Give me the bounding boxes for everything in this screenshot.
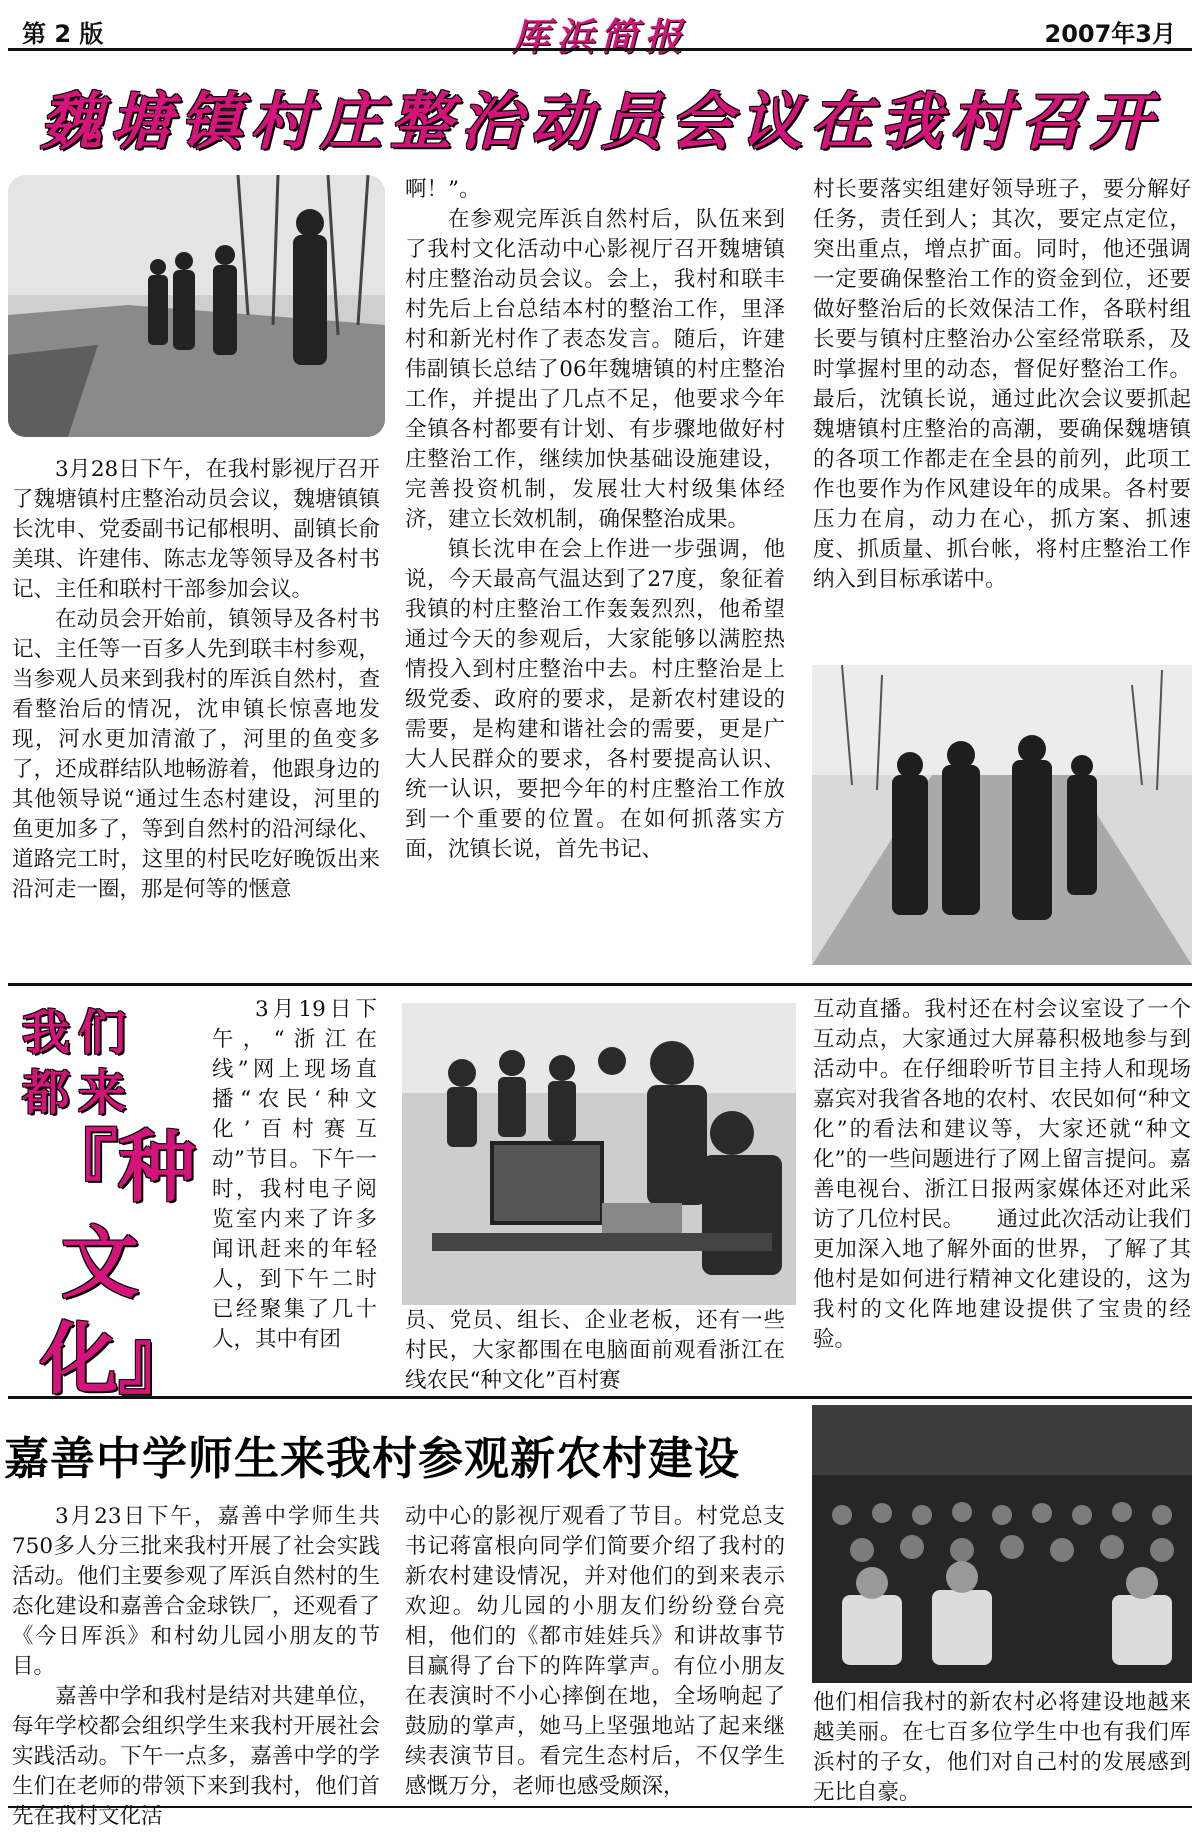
article3-col3-para: 他们相信我村的新农村必将建设地越来越美丽。在七百多位学生中也有我们厍浜村的子女，他们对自己村的发展感到无比自豪。 bbox=[813, 1690, 1191, 1805]
article2-col1-para: 3月19日下午，“浙江在线”网上现场直播“农民‘种文化’百村赛互动”节目。下午一时，我村电子阅览室内来了许多闻讯赶来的年轻人，到下午二时已经聚集了几十人，其中有团 bbox=[212, 997, 377, 1352]
article1-col1-para: 3月28日下午，在我村影视厅召开了魏塘镇村庄整治动员会议，魏塘镇镇长沈申、党委副书记郁根明、副镇长俞美琪、许建伟、陈志龙等领导及各村书记、主任和联村干部参加会议。 bbox=[12, 457, 380, 602]
article1-col1-para: 在动员会开始前，镇领导及各村书记、主任等一百多人先到联丰村参观，当参观人员来到我村的厍浜自然村，查看整治后的情况，沈申镇长惊喜地发现，河水更加清澈了，河里的鱼变多了，还成群结队地畅游着，他跟身边的其他领导说“通过生态村建设，河里的鱼更加多了，等到自然村的沿河绿化、道路完工时，这里的村民吃好晚饭出来沿河走一圈，那是何等的惬意 bbox=[12, 607, 380, 902]
article3-col1-para: 嘉善中学和我村是结对共建单位，每年学校都会组织学生来我村开展社会实践活动。下午一点多，嘉善中学的学生们在老师的带领下来到我村，他们首先在我村文化活 bbox=[12, 1684, 380, 1829]
article3-column-2 bbox=[405, 1502, 785, 1802]
article3-col2-para: 动中心的影视厅观看了节目。村党总支书记蒋富根向同学们简要介绍了我村的新农村建设情况，并对他们的到来表示欢迎。幼儿园的小朋友们纷纷登台亮相，他们的《都市娃娃兵》和讲故事节目赢得了台下的阵阵掌声。有位小朋友在表演时不小心摔倒在地，全场响起了鼓励的掌声，她马上坚强地站了起来继续表演节目。看完生态村后，不仅学生感慨万分，老师也感受颇深， bbox=[405, 1504, 785, 1799]
article3-photo-auditorium bbox=[812, 1405, 1192, 1683]
article2-title-line2: 都来 bbox=[22, 1065, 135, 1121]
article1-col3-para: 村长要落实组建好领导班子，要分解好任务，责任到人；其次，要定点定位，突出重点，增点扩面。同时，他还强调一定要确保整治工作的资金到位，还要做好整治后的长效保洁工作，各联村组长要与镇村庄整治办公室经常联系，及时掌握村里的动态，督促好整治工作。最后，沈镇长说，通过此次会议要抓起魏塘镇村庄整治的高潮，要确保魏塘镇的各项工作都走在全县的前列，此项工作也要作为作风建设年的成果。各村要压力在肩，动力在心，抓方案、抓速度、抓质量、抓台帐，将村庄整治工作纳入到目标承诺中。 bbox=[813, 177, 1191, 592]
article1-column-1 bbox=[12, 455, 380, 905]
article1-photo-village-walk bbox=[8, 175, 385, 437]
article3-column-1 bbox=[12, 1502, 380, 1832]
article2-column-1 bbox=[212, 995, 377, 1355]
article1-photo-officials-walking bbox=[812, 665, 1192, 965]
paper-name: 厍浜简报 bbox=[511, 14, 688, 59]
article1-col2-para: 镇长沈申在会上作进一步强调，他说，今天最高气温达到了27度，象征着我镇的村庄整治工作轰轰烈烈，他希望通过今天的参观后，大家能够以满腔热情投入到村庄整治中去。村庄整治是上级党委、政府的要求，是新农村建设的需要，是构建和谐社会的需要，更是广大人民群众的要求，各村要提高认识、统一认识，要把今年的村庄整治工作放到一个重要的位置。在如何抓落实方面，沈镇长说，首先书记、 bbox=[405, 537, 785, 862]
article1-column-3 bbox=[813, 175, 1191, 595]
article1-headline: 魏塘镇村庄整治动员会议在我村召开 bbox=[39, 85, 1160, 158]
section-divider-2 bbox=[8, 1396, 1192, 1399]
article1-column-2 bbox=[405, 175, 785, 865]
section-divider-1 bbox=[8, 983, 1192, 986]
page-header bbox=[0, 0, 1200, 59]
article2-col2-para: 员、党员、组长、企业老板，还有一些村民，大家都围在电脑面前观看浙江在线农民“种文化”百村赛 bbox=[405, 1308, 785, 1393]
footer-rule bbox=[8, 1806, 1192, 1808]
article2-photo-computer-room bbox=[402, 1003, 796, 1305]
article3-column-3 bbox=[813, 1688, 1191, 1808]
article2-title-big: 『种文化』 bbox=[40, 1123, 197, 1405]
article2-title-line1: 我们 bbox=[22, 1005, 135, 1061]
edition-label: 第 2 版 bbox=[22, 20, 104, 48]
header-rule bbox=[8, 48, 1192, 51]
article2-column-2 bbox=[405, 1306, 785, 1396]
article3-col1-para: 3月23日下午，嘉善中学师生共750多人分三批来我村开展了社会实践活动。他们主要参观了厍浜自然村的生态化建设和嘉善合金球铁厂，还观看了《今日厍浜》和村幼儿园小朋友的节目。 bbox=[12, 1504, 380, 1679]
article1-col2-para: 啊！”。 bbox=[405, 177, 481, 202]
article2-col3-para: 互动直播。我村还在村会议室设了一个互动点，大家通过大屏幕积极地参与到活动中。在仔细聆听节目主持人和现场嘉宾对我省各地的农村、农民如何“种文化”的看法和建议等，大家还就“种文化”的一些问题进行了网上留言提问。嘉善电视台、浙江日报两家媒体还对此采访了几位村民。 通过此次活动让我们更加深入地了解外面的世界，了解了其他村是如何进行精神文化建设的，这为我村的文化阵地建设提供了宝贵的经验。 bbox=[813, 997, 1191, 1352]
issue-date: 2007年3月 bbox=[1044, 20, 1176, 48]
article3-headline: 嘉善中学师生来我村参观新农村建设 bbox=[4, 1432, 741, 1485]
article2-column-3 bbox=[813, 995, 1191, 1355]
article1-col2-para: 在参观完厍浜自然村后，队伍来到了我村文化活动中心影视厅召开魏塘镇村庄整治动员会议。会上，我村和联丰村先后上台总结本村的整治工作，里泽村和新光村作了表态发言。随后，许建伟副镇长总结了06年魏塘镇的村庄整治工作，并提出了几点不足，他要求今年全镇各村都要有计划、有步骤地做好村庄整治工作，继续加快基础设施建设，完善投资机制，发展壮大村级集体经济，建立长效机制，确保整治成果。 bbox=[405, 207, 785, 532]
